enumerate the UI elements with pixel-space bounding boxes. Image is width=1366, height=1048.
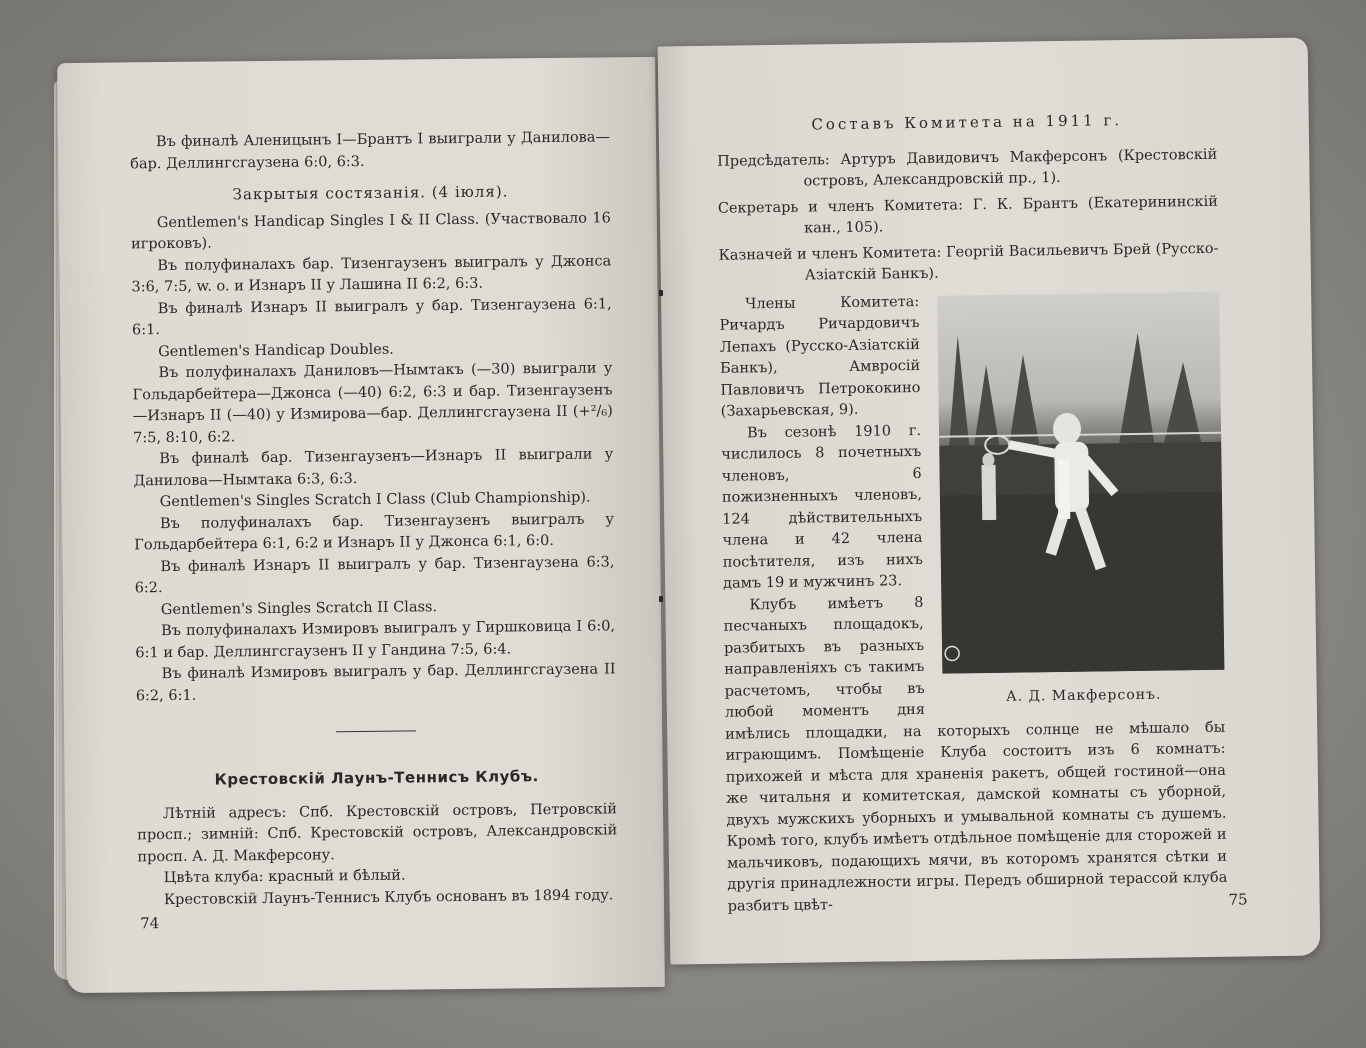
paragraph: Секретарь и членъ Комитета: Г. К. Брантъ (Екатерининскій кан., 105). — [717, 193, 1218, 237]
divider — [336, 730, 416, 732]
page-number: 75 — [1228, 890, 1248, 909]
paragraph: Въ полуфиналахъ Даниловъ—Нымтакъ (—30) выиграли у Гольдарбейтера—Джонса (—40) 6:2, 6:3 и бар. Тизенгаузенъ—Изнаръ II (—40) у Измирова—бар. Деллингсгаузена II (+²/₆) 7:5, 8:10, 6:2. — [132, 360, 613, 446]
paragraph: Въ полуфиналахъ Измировъ выигралъ у Гиршковица I 6:0, 6:1 и бар. Деллингсгаузенъ II у Гандина 7:5, 6:4. — [135, 618, 616, 661]
photo-figure — [937, 291, 1225, 708]
page-number: 74 — [140, 914, 160, 933]
paragraph: Gentlemen's Handicap Singles I & II Class. (Участвовало 16 игроковъ). — [130, 209, 611, 253]
paragraph: Въ полуфиналахъ бар. Тизенгаузенъ выигралъ у Гольдарбейтера 6:1, 6:2 и Изнаръ II у Джонса 6:1, 6:0. — [134, 510, 615, 554]
right-page-text — [717, 109, 1228, 918]
paragraph: Члены Комитета: Ричардъ Ричардовичъ Лепахъ (Русско-Азіатскій Банкъ), Амвросій Павловичъ Петрококино (Захарьевская, 9). — [719, 293, 921, 420]
paragraph: Въ финалѣ Измировъ выигралъ у бар. Деллингсгаузена II 6:2, 6:1. — [135, 661, 616, 704]
stitch — [659, 596, 663, 602]
paragraph: Въ полуфиналахъ бар. Тизенгаузенъ выигралъ у Джонса 3:6, 7:5, w. o. и Изнаръ II у Лашина II 6:2, 6:3. — [131, 252, 612, 296]
paragraph: Въ финалѣ Изнаръ II выигралъ у бар. Тизенгаузена 6:3, 6:2. — [134, 553, 615, 597]
open-book — [52, 40, 1320, 980]
paragraph: Предсѣдатель: Артуръ Давидовичъ Макферсонъ (Крестовскій островъ, Александровскій пр., 1). — [717, 146, 1218, 190]
left-page-text — [130, 127, 618, 911]
paragraph: Клубъ имѣетъ 8 песчаныхъ площадокъ, разбитыхъ въ разныхъ направленіяхъ съ такимъ расчетомъ, чтобы въ любой моментъ дня имѣлись площадки, на которыхъ солнце не мѣшало бы играющимъ. Помѣщеніе Клуба состоитъ изъ 6 комнатъ: прихожей и мѣста для храненія ракетъ, общей гостиной—она же читальня и комитетская, дамской комнаты съ уборной, двухъ мужскихъ уборныхъ и умывальной комнаты съ душемъ. Кромѣ того, клубъ имѣетъ отдѣльное помѣщеніе для сторожей и мальчиковъ, подающихъ мячи, въ которомъ хранятся сѣтки и другія принадлежности игры. Передъ обширной терассой клуба разбитъ цвѣт- — [723, 594, 1228, 915]
club-title: Крестовскій Лаунъ-Теннисъ Клубъ. — [214, 767, 539, 789]
photo-caption: А. Д. Макферсонъ. — [1005, 686, 1162, 705]
paragraph: Въ финалѣ Аленицынъ I—Брантъ I выиграли у Данилова—бар. Деллингсгаузена 6:0, 6:3. — [130, 129, 611, 172]
paragraph: Цвѣта клуба: красный и бѣлый. — [163, 867, 406, 887]
left-page — [57, 57, 665, 993]
paragraph: Лѣтній адресъ: Спб. Крестовскій островъ, Петровскій просп.; зимній: Спб. Крестовскій островъ, Александровскій просп. А. Д. Макферсону. — [137, 800, 618, 865]
paragraph: Казначей и членъ Комитета: Георгій Васильевичъ Брей (Русско-Азіатскій Банкъ). — [718, 240, 1219, 284]
paragraph: Въ сезонѣ 1910 г. числилось 8 почетныхъ членовъ, 6 пожизненныхъ членовъ, 124 дѣйствительныхъ члена и 42 члена посѣтителя, изъ нихъ дамъ 19 и мужчинъ 23. — [721, 422, 923, 592]
right-page — [658, 38, 1321, 965]
section-heading: Закрытыя состязанія. (4 іюля). — [232, 182, 509, 204]
paragraph: Gentlemen's Handicap Doubles. — [158, 341, 394, 360]
binding-stitches — [659, 290, 665, 902]
paragraph: Крестовскій Лаунъ-Теннисъ Клубъ основанъ въ 1894 году. — [163, 886, 614, 908]
paragraph: Въ финалѣ бар. Тизенгаузенъ—Изнаръ II выиграли у Данилова—Нымтака 6:3, 6:3. — [133, 446, 614, 489]
paragraph: Gentlemen's Singles Scratch II Class. — [160, 598, 438, 618]
committee-title: Составъ Комитета на 1911 г. — [811, 111, 1123, 134]
tennis-player-photo — [937, 291, 1224, 673]
stitch — [659, 290, 663, 296]
paragraph: Gentlemen's Singles Scratch I Class (Club Championship). — [159, 489, 591, 511]
paragraph: Въ финалѣ Изнаръ II выигралъ у бар. Тизенгаузена 6:1, 6:1. — [131, 295, 612, 339]
